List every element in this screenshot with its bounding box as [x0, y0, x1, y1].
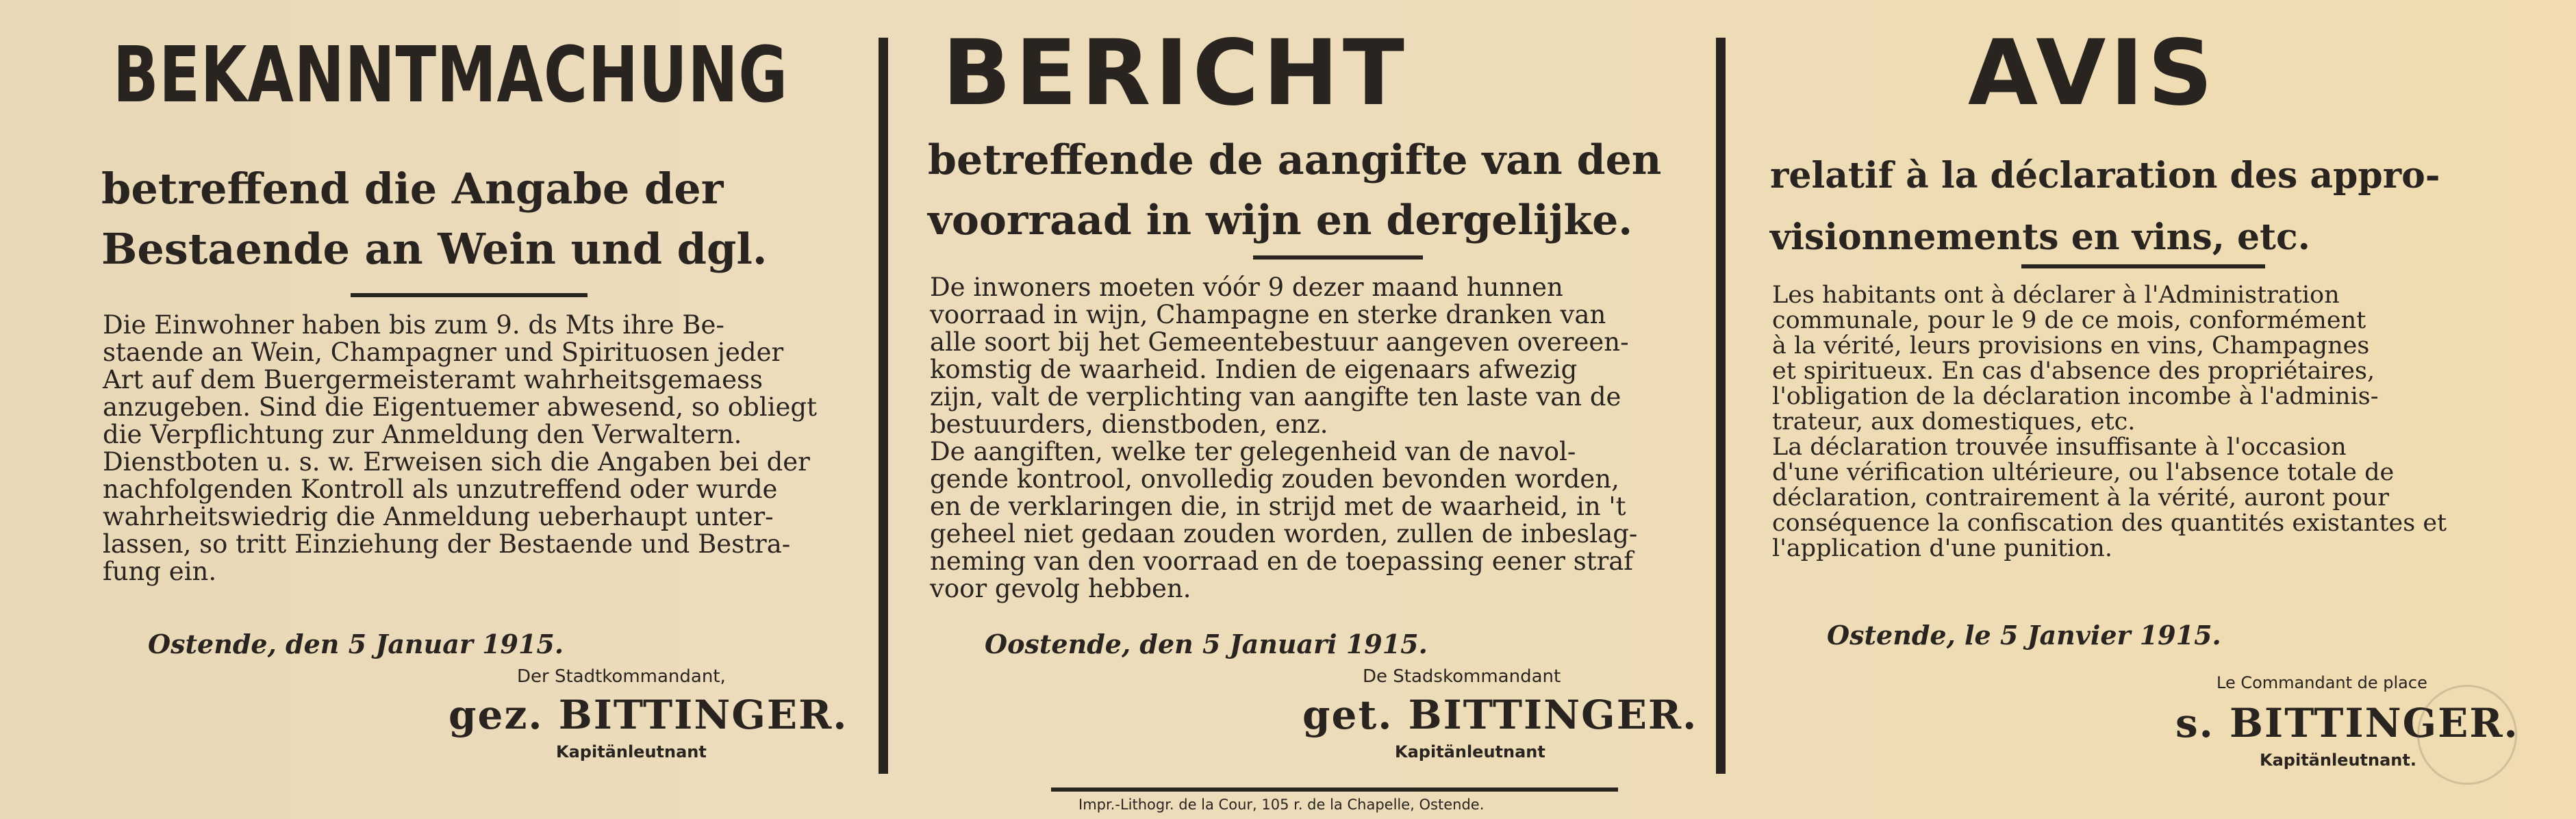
french-divider — [2021, 264, 2265, 268]
column-divider-right — [1716, 38, 1726, 774]
footer-rule — [1051, 788, 1618, 792]
dutch-title: BERICHT — [942, 21, 1409, 126]
german-subtitle: betreffend die Angabe der Bestaende an Wein und dgl. — [101, 164, 768, 274]
dutch-commander: De Stadskommandant — [1363, 666, 1561, 687]
german-rank: Kapitänleutnant — [556, 742, 707, 761]
german-date: Ostende, den 5 Januar 1915. — [148, 629, 564, 659]
dutch-date: Oostende, den 5 Januari 1915. — [985, 629, 1428, 659]
french-body: Les habitants ont à déclarer à l'Administration communale, pour le 9 de ce mois, conformément à la vérité, leurs provisions en vins, Champagnes et spiritueux. En cas d'absence des propriétaires, l'obligation de la déclaration incombe à l'adminis- trateur, aux domestiques, etc. La déclaration trouvée insuffisante à l'occasion d'une vérification ultérieure, ou l'absence totale de déclaration, contrairement à la vérité, auront pour conséquence la confiscation des quantités existantes et l'application d'une punition. — [1772, 281, 2447, 562]
german-body: Die Einwohner haben bis zum 9. ds Mts ihre Be- staende an Wein, Champagner und Spirituosen jeder Art auf dem Buergermeisteramt wahrheitsgemaess anzugeben. Sind die Eigentuemer abwesend, so obliegt die Verpflichtung zur Anmeldung den Verwaltern. Dienstboten u. s. w. Erweisen sich die Angaben bei der nachfolgenden Kontroll als unzutreffend oder wurde wahrheitswiedrig die Anmeldung ueberhaupt unter- lassen, so tritt Einziehung der Bestaende und Bestra- fung ein. — [103, 310, 817, 586]
french-rank: Kapitänleutnant. — [2260, 751, 2416, 770]
french-signature: s. BITTINGER. — [2175, 700, 2519, 746]
dutch-subtitle: betreffende de aangifte van den voorraad in wijn en dergelijke. — [928, 136, 1662, 244]
dutch-divider — [1253, 255, 1423, 260]
dutch-signature: get. BITTINGER. — [1302, 692, 1698, 738]
french-date: Ostende, le 5 Janvier 1915. — [1827, 620, 2221, 651]
column-divider-left — [879, 38, 888, 774]
german-title: BEKANNTMACHUNG — [113, 31, 788, 120]
french-title: AVIS — [1968, 21, 2217, 126]
french-commander: Le Commandant de place — [2217, 673, 2427, 692]
german-signature: gez. BITTINGER. — [449, 692, 848, 738]
german-divider — [351, 293, 588, 297]
faded-stamp — [2417, 685, 2517, 785]
dutch-body: De inwoners moeten vóór 9 dezer maand hunnen voorraad in wijn, Champagne en sterke dranken van alle soort bij het Gemeentebestuur aangeven overeen- komstig de waarheid. Indien de eigenaars afwezig zijn, valt de verplichting van aangifte ten laste van de bestuurders, dienstboden, enz. De aangiften, welke ter gelegenheid van de navol- gende kontrool, onvolledig zouden bevonden worden, en de verklaringen die, in strijd met de waarheid, in 't geheel niet gedaan zouden worden, zullen de inbeslag- neming van den voorraad en de toepassing eener straf voor gevolg hebben. — [930, 273, 1638, 603]
dutch-rank: Kapitänleutnant — [1395, 742, 1545, 761]
german-commander: Der Stadtkommandant, — [517, 666, 726, 687]
printer-imprint: Impr.-Lithogr. de la Cour, 105 r. de la Chapelle, Ostende. — [1078, 796, 1485, 813]
french-subtitle: relatif à la déclaration des appro- visionnements en vins, etc. — [1770, 155, 2440, 258]
